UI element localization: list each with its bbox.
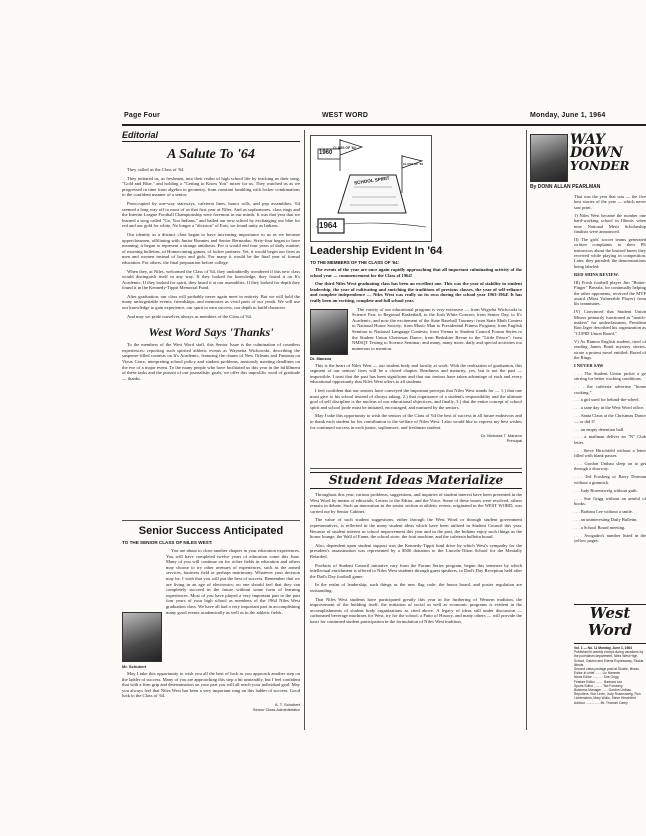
list-item: . . . Sue Grigg without an armful of books. <box>574 495 646 506</box>
staff-line: Vol. 1 — No. 11 Monday, June 1, 1964 <box>574 646 632 650</box>
editorial-paragraph: And may we pride ourselves always as members of the Class of '64. <box>127 313 252 319</box>
editorial-paragraph: After graduation, our class will probably never again meet in entirety. But we will hold the many unforgettable events, friendships, and memories as vivid parts of our youth. We will use our knowledge to gain experience, our spirit to earn success, our depth to build character. <box>122 293 300 311</box>
staff-line: Reporters: Sue Levin, Judy Rosenzweig, Ron Lichtenstein, Mary Wolin, Steve Hirschfeld <box>574 692 641 701</box>
list-item: . . . Avogadro's number listed in the yellow pages. <box>574 532 646 544</box>
list-item: . . . the cafeteria advertise "home cooking." <box>574 384 646 395</box>
materialize-paragraph: Products of Student Council initiative vary from the Forum Series program, begun this semester by which intellectual enrichment is offered to Niles West students through guest speakers, to Dad's Day Reception held after the Dad's Day football game. <box>310 562 522 579</box>
staff-line: Editor-in-chief ....... Liz Hammer <box>574 671 621 676</box>
leadership-paragraph: May I take this opportunity to wish the seniors of the Class of '64 the best of success in all future endeavors and to thank each student for his contribution to the welfare of Niles West. I also would like to express my best wishes for continued success in each junior, sophomore, and freshman student. <box>310 413 522 430</box>
materialize-headline: Student Ideas Materialize <box>310 472 522 489</box>
schubert-photo <box>122 612 162 662</box>
list-item: . . . The Student Union picket a go stirring for better working conditions. <box>574 370 646 382</box>
success-salutation: TO THE SENIOR CLASS OF NILES WEST: <box>122 540 213 545</box>
leadership-paragraph: I feel confident that our seniors have conveyed the important precepts that Niles West stands for — 1.) that one must give to his school instead of always taking, 2.) that cognizance of a student's responsibility and the ultimate goal of self discipline is the nucleus of our educational objectives, and finally, 3.) that the entire concept of school spirit and school pride must be initiated, encouraged, and nurtured by the seniors. <box>310 387 522 410</box>
leadership-paragraph: This is the heart of Niles West — our student body and faculty at work. With the realization of graduation, this segment of our seniors' lives will be a closed chapter. Readiness and maturity, yes, but is not the past — impossible. I trust that the past has been significant and that our seniors have taken advantage of each and every educational opportunity that Niles West offers to all students. <box>310 362 522 385</box>
materialize-paragraph: The value of such student suggestions, either through the West Word or through student government representatives, is reflected in the many student ideas which have been utilized in Student Council this year. Because of student interest in school improvement this year and in the past, the Indians enjoy such things as the honor lounge, the Wall of Fame, the school store, the fruit machine, and the cafeteria bulletin board. <box>310 517 522 540</box>
list-item: . . . a mailman deliver an "N" Club letter. <box>574 434 646 445</box>
materialize-paragraph: Also, dependent upon student support was the Kennedy-Tippit fund drive by which West's sympathy for the president's assassination was represented by a $500 donation to the Lincoln-Tilton School for the Mentally Retarded. <box>310 542 522 559</box>
editorial-paragraph: They called us the Class of '64. <box>127 167 185 172</box>
editorial-column <box>122 130 300 515</box>
staff-box <box>574 646 646 730</box>
list-item: . . . Santa Claus at the Christmas Dance — or did I? <box>574 413 646 424</box>
column-byline: By DONN ALLAN PEARLMAN <box>530 184 601 190</box>
schubert-caption: Mr. Schubert <box>122 664 147 669</box>
logo-line: YONDER <box>570 159 630 173</box>
success-signature-title: Senior Class Administrator <box>252 706 300 712</box>
list-item: . . . an uninteresting Daily Bulletin. <box>574 516 638 522</box>
editorial-headline: A Salute To '64 <box>167 147 255 162</box>
staff-line: Feature Editor ........ Barbara Lee <box>574 679 623 684</box>
success-section <box>122 525 300 730</box>
editorial-paragraph: Our identity as a distinct class began to have increasing importance to us as we became upperclassmen, affiliating with Junior Bonnies and Senior Bermudas. Sixty-four began to have meaning; it began to represent a strange antithesis. For it would end four years of daily routine, of morning bulletins, of Homecoming games, of locker partners. Yet, it would begin our lives as men and women instead of boys and girls. For many it would be the final year of formal education. For others, the final preparation before college. <box>122 231 300 265</box>
leadership-section <box>310 245 522 465</box>
list-item: . . . Gordon Unthau sleep on to get through a doorway. <box>574 461 646 472</box>
year-1964: 1964 <box>319 221 337 230</box>
list-item: . . . a School Board meeting. <box>574 524 626 530</box>
leadership-headline: Leadership Evident In '64 <box>310 245 443 257</box>
success-paragraph: You are about to close another chapter in your education experiences. You will have completed twelve years of education come this June. Many of you will continue on for richer fields in education and others may choose to try other avenues of experiences, such as the armed services, business field or perhaps matrimony. Whatever your decision may be, I wish that you will put the best of success. Remember that we are living in an age of electronics; no one should feel that they can completely succeed in the future without some form of learning experiences. Most of you have played a very important part in the past four years of your high school as members of the 1964 Niles West graduation class. We have all had a very important part in accomplishing many good events academically as well as in the athletic fields. <box>166 548 300 615</box>
logo-line: DOWN <box>570 145 623 161</box>
leadership-paragraph: The events of the year are once again rapidly approaching that all important culminating activity of the school year — commencement for the Class of 1964! <box>310 267 522 278</box>
list-item: That was the year that was — the five best stories of the year — which never saw print. <box>574 194 646 210</box>
list-item: I NEVER SAW <box>574 362 604 368</box>
success-signature-name: A. T. Schubert <box>274 701 300 707</box>
materialize-paragraph: Throughout this year, various problems, suggestions, and inquiries of student interest have been presented in the West Word by means of editorials, Letters to the Editor, and the Voice. Some of these issues were resolved, others remain in debate. Such an innovation as the senior section at athletic events, originated in the WEST WORD, was carried out by Senior Cabinet. <box>310 492 522 514</box>
flag-label: CLASS OF '64 <box>403 162 424 166</box>
column-divider <box>304 130 305 730</box>
staff-line: News Editor ........... Sue Grigg <box>574 675 619 680</box>
logo-line: WAY <box>570 132 605 148</box>
year-1960: 1960 <box>319 150 333 156</box>
page-number: Page Four <box>124 112 161 119</box>
editorial-paragraph: They initiated us, as freshmen, into their realm of high school life by teaching us their song, "Gold and Blue," and holding a "Getting to Know You" mixer for us. They watched us as we progressed in time from algebra to geometry, from constant fumbling with locker combinations to the confident manner of a senior. <box>122 175 300 198</box>
column-items <box>574 194 646 599</box>
staff-line: Business Manager ...... Gordon Unthau <box>574 688 632 693</box>
column-logo <box>570 134 646 173</box>
list-item: . . . a girl used for behind-the-wheel. <box>574 397 640 403</box>
west-word-flag <box>574 604 646 644</box>
thanks-headline: West Word Says 'Thanks' <box>148 325 274 340</box>
list-item: . . . a sane day in the West Word office. <box>574 405 645 411</box>
school-spirit-label: SCHOOL SPIRIT <box>353 175 390 186</box>
list-item: . . . Ted Forsberg or Barry Dorman without a gimmick. <box>574 474 646 485</box>
materialize-paragraph: In the realm of leadership, such things as the new flag code, the honor board, and poster regulation are outstanding. <box>310 582 522 593</box>
editorial-paragraph: Preoccupied by one-way stairways, cafeteria lines, honor rolls, and pep assemblies, '64 seemed a long way off to most of us that first year at Niles. And as sophomores, class rings and the Interim League Football Championship were foremost in our minds. It was that year that we learned a song called "Go, You Indians," and hailed our new school by exchanging our blue for red and our gold for white. No longer a "division" of East, we found unity as Indians. <box>122 200 300 229</box>
list-item: II) The girls' soccer teams generated written complaints to their PE instructors about the bruised knees they received while playing in competition. Later, they paraded; the demonstrations being labeled: <box>574 236 646 269</box>
thanks-paragraph: To the members of the West Word staff, this Senior Issue is the culmination of countless experiences: reporting such spirited athletic events as Waynetta Wichowski, describing the suspense-filled contests on It's Academic, featuring the charm of New Orleans and Fantasia on Vieux Carre, interpreting school policy and student problems, anxiously meeting deadlines on the eve of a major event. To the many people who have facilitated us this year in the fulfillment of these tasks and the pursuit of our journalistic goals, we offer this unprolific word of gratitude — thanks. <box>122 342 300 381</box>
leadership-paragraph: Our third Niles West graduating class has been an excellent one. This was the year of stability in student leadership, the year of cultivating and enriching the traditions of previous classes, the year of self-reliance and complete independence — Niles West was really on its own during the school year 1963-1964! It has really been an exciting, complete and full school year. <box>310 281 522 303</box>
masthead-rule <box>122 124 646 126</box>
list-item: III) Frosh football player Jim "Butter-Finger" Brezala, for continually helping the other opponents, received the MVP award (Most Vulnerable Player) from his teammates. <box>574 279 646 307</box>
staff-line: Advisor ............... Mr. Thomas Carey <box>574 700 628 705</box>
list-item: V) As Ramon English student, tired of reading James Bond mystery stories, wrote a protest novel entitled: Bored of the Rings. <box>574 338 646 360</box>
leadership-salutation: TO THE MEMBERS OF THE CLASS OF '64: <box>310 260 400 265</box>
leadership-signature-name: Dr. Nicholas T. Manzoo <box>480 433 522 439</box>
editorial-label: Editorial <box>122 130 300 142</box>
paper-name: WEST WORD <box>322 112 369 119</box>
list-item: 1) Niles West became the number one hard-working school in Illinois when nine National Merit Scholarship finalists were announced. <box>574 212 646 234</box>
list-item: IV) Convinced that Student Union Misers primarily functioned as "match-makers" for underclassmen, President Ron Jager described his organization as "CUPID Union Board." <box>574 309 646 336</box>
pearlman-photo <box>530 134 568 182</box>
list-item: . . . Steve Hirschfeld without a letter filled with blank passes. <box>574 447 646 459</box>
staff-line: Sports Editor ......... Ted Forsberg <box>574 683 623 688</box>
success-paragraph: May I take this opportunity to wish you all the best of luck as you approach another step on the ladder of success. Many of you are approaching this step a bit unsteadily, but I feel confident that with a firm grip and determination on your part you will all reach your individual goal. May you always feel that Niles West has been a very important rung on this ladder of success. Good luck to the Class of '64. <box>122 671 300 699</box>
staff-line: Published bi-weekly except during vacations by the journalism department, Niles West High School, Oakton and Edens Expressway, Skokie, Illinois. <box>574 650 645 667</box>
staff-line: Second class postage paid at Skokie, Illinois. <box>574 667 640 672</box>
manzoo-photo <box>310 309 348 355</box>
column-divider <box>526 130 527 730</box>
list-item: RED SHINS REVIEW. <box>574 271 619 277</box>
section-divider <box>122 520 300 521</box>
leadership-signature-title: Principal <box>506 438 522 444</box>
list-item: . . . Barbara Lee without a smile. <box>574 508 633 514</box>
editorial-paragraph: When they, at Niles, welcomed the Class of '64, they undoubtedly wondered if this new class would distinguish itself in any way. If they looked for knowledge, they found it on It's Academic. If they looked for spirit, they heard it at our assemblies. If they looked for depth they found it in the Kennedy-Tippit Memorial Fund. <box>122 268 300 291</box>
flag-west: West <box>589 604 631 622</box>
success-headline: Senior Success Anticipated <box>138 525 284 537</box>
list-item: . . . Judy Rosenzweig without guilt. <box>574 487 638 493</box>
issue-date: Monday, June 1, 1964 <box>530 112 606 119</box>
materialize-paragraph: That Niles West students have participated greatly this year in the furthering of Western tradition, the improvement of the building itself, the initiation of social as well as economic programs is evident in the accomplishments of student body organizations as cited above. A legacy of ideas still under discussion — carbonated beverage machines for West, try for the school, a Patio of History, and many others — will provide the basis for continued student participation in the formulation of Niles West tradition. <box>310 596 522 624</box>
list-item: . . . an empty detention hall. <box>574 426 625 432</box>
manzoo-caption: Dr. Manzoo <box>310 355 332 361</box>
pennant-label: CLASS OF '64 <box>333 146 356 150</box>
materialize-section <box>310 472 522 730</box>
section-divider <box>310 468 522 469</box>
leadership-paragraph: The variety of our educational program is very extensive — from Wigwha Wichcoski to Science Fair, to Regional Basketball, to the Josh White Concert; from Senior Day, to It's Academic, and now the excitement of the State Baseball Tourney; from State Math Contest to National Honor Society; from Music Man to Presidential Fitness Program; from English Seminar to National Language Contests; from Vienna to Student Council Forum Series to the Student Union Christmas Dance, from Berkshire Revue to the "Little Prince"; from NMSQT Testing to Science Seminar; and many, many more, daily and special activities too numerous to mention. <box>352 306 522 351</box>
flag-word: Word <box>587 621 633 639</box>
